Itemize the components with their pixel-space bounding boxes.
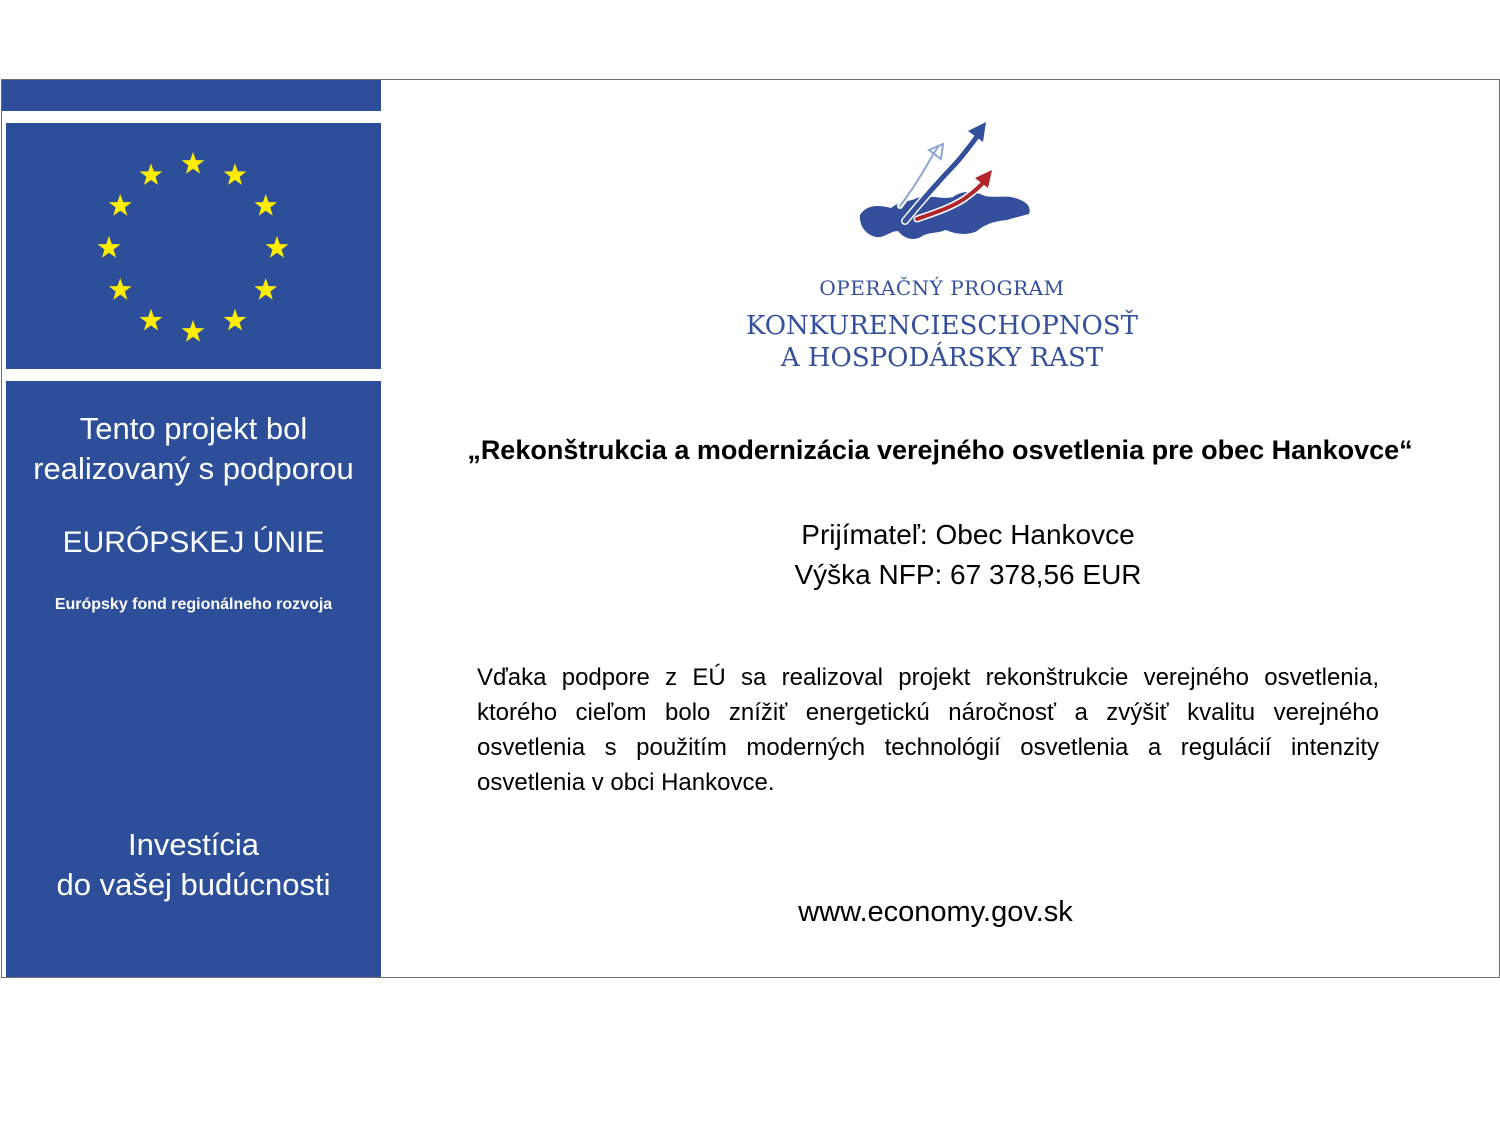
investment-slogan	[6, 825, 381, 905]
support-statement	[6, 409, 381, 489]
eu-star-icon	[182, 320, 205, 342]
top-blue-strip	[2, 80, 381, 111]
eu-star-icon	[98, 236, 121, 258]
eu-star-icon	[254, 278, 277, 300]
eu-star-icon	[109, 194, 132, 216]
investment-line-2: do vašej budúcnosti	[56, 867, 331, 902]
eu-panel	[2, 80, 381, 977]
eu-star-icon	[109, 278, 132, 300]
publicity-board	[1, 79, 1500, 978]
support-line-2: realizovaný s podporou	[33, 451, 354, 486]
project-panel	[381, 80, 1499, 977]
eu-star-icon	[140, 163, 163, 185]
eu-star-icon	[224, 309, 247, 331]
program-name-line-2: A HOSPODÁRSKY RAST	[780, 343, 1104, 373]
fund-label: Európsky fond regionálneho rozvoja	[54, 596, 333, 613]
program-label: OPERAČNÝ PROGRAM	[819, 276, 1065, 300]
amount-line: Výška NFP: 67 378,56 EUR	[794, 559, 1142, 590]
eu-label: EURÓPSKEJ ÚNIE	[62, 526, 325, 559]
website-link[interactable]: www.economy.gov.sk	[798, 896, 1073, 928]
support-line-1: Tento projekt bol	[79, 411, 308, 446]
project-title: „Rekonštrukcia a modernizácia verejného osvetlenia pre obec Hankovce“	[467, 435, 1413, 465]
eu-star-icon	[224, 163, 247, 185]
eu-star-icon	[182, 152, 205, 174]
program-logo-icon	[855, 120, 1035, 255]
investment-line-1: Investícia	[128, 827, 259, 862]
project-description: Vďaka podpore z EÚ sa realizoval projekt rekonštrukcie verejného osvetlenia, ktorého cieľom bolo znížiť energetickú náročnosť a zvýšiť kvalitu verejného osvetlenia s použitím moderných technológií osvetlenia a regulácií intenzity osvetlenia v obci Hankovce.	[477, 664, 1379, 796]
recipient-line: Prijímateľ: Obec Hankovce	[801, 519, 1135, 550]
program-name	[712, 310, 1172, 374]
program-name-line-1: KONKURENCIESCHOPNOSŤ	[745, 311, 1139, 341]
eu-star-icon	[254, 194, 277, 216]
eu-star-icon	[266, 236, 289, 258]
eu-support-block	[6, 381, 381, 977]
eu-flag-icon	[6, 123, 381, 369]
eu-star-icon	[140, 309, 163, 331]
recipient-block	[793, 515, 1143, 595]
